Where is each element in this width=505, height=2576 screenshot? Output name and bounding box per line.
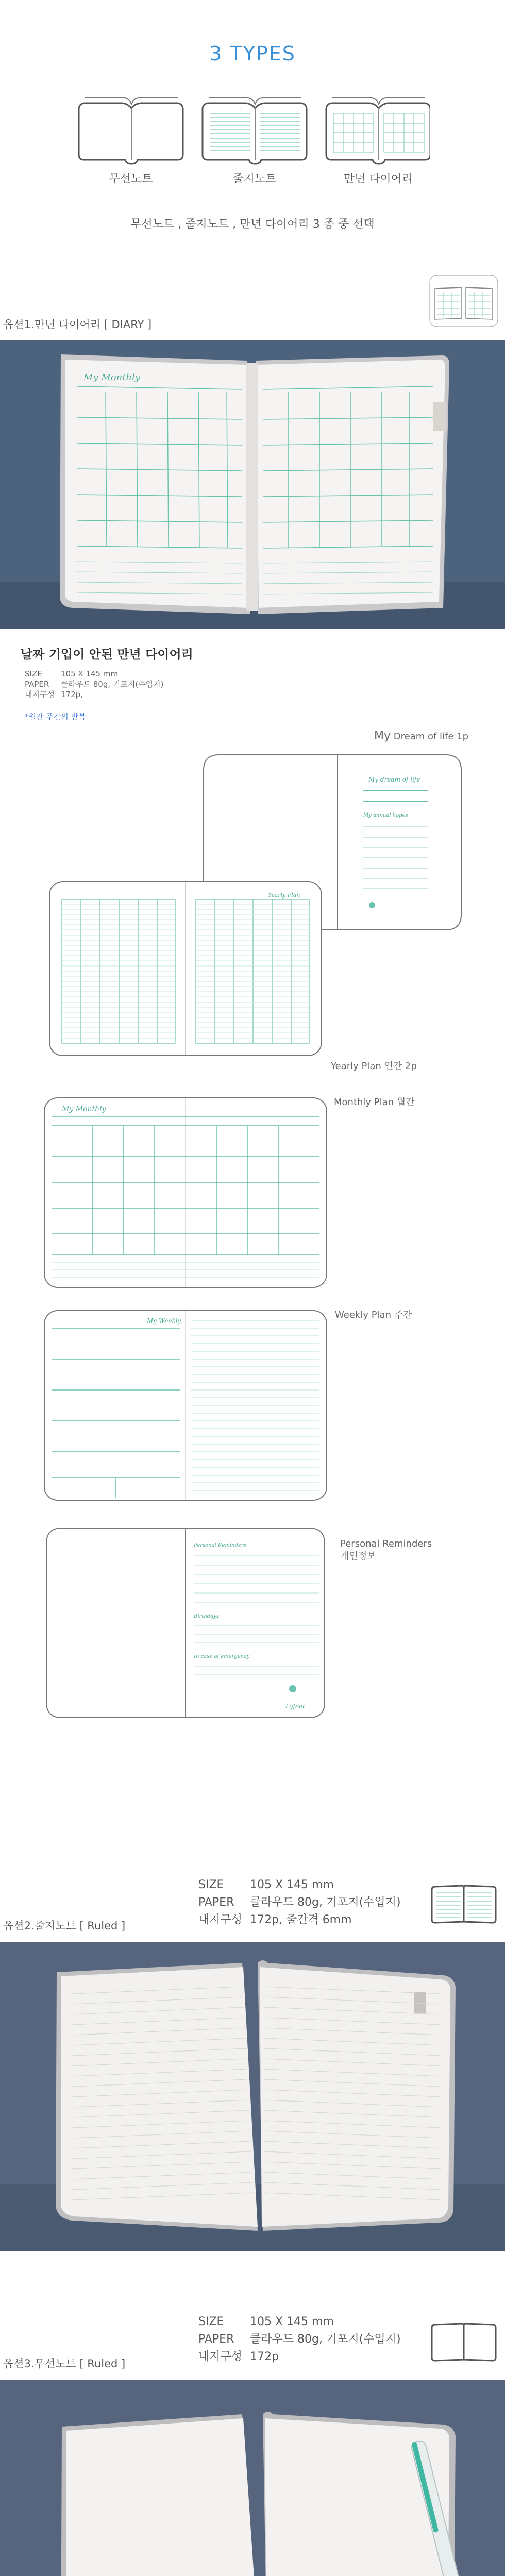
plan-label-reminders: Personal Reminders 개인정보 bbox=[340, 1538, 432, 1562]
diary-notebook-icon bbox=[326, 98, 430, 164]
option1-label: 옵션1.만년 다이어리 [ DIARY ] bbox=[3, 318, 152, 331]
plan-label-yearly: Yearly Plan 연간 2p bbox=[331, 1061, 417, 1072]
blank-notebook-photo bbox=[0, 2380, 505, 2576]
yearly-heading: Yearly Plan bbox=[268, 892, 300, 899]
reminders-heading: Personal Reminders bbox=[194, 1543, 246, 1548]
repeat-note: *월간 주간의 반복 bbox=[25, 712, 86, 721]
yearly-plan-page bbox=[46, 878, 325, 1059]
weekly-plan-page bbox=[41, 1308, 330, 1503]
product-title: 날짜 기입이 안된 만년 다이어리 bbox=[21, 647, 193, 662]
plan-label-dream: My Dream of life 1p bbox=[374, 730, 469, 742]
ruled-notebook-icon bbox=[203, 98, 307, 164]
monthly-heading: My Monthly bbox=[62, 1105, 106, 1113]
diary-open-photo bbox=[0, 340, 505, 629]
types-icons-row bbox=[75, 82, 430, 170]
type-label-ruled: 줄지노트 bbox=[232, 173, 277, 185]
spec-row: PAPER 클라우드 80g, 기포지(수입지) bbox=[198, 1896, 401, 1909]
blank-notebook-icon bbox=[428, 2313, 500, 2370]
brand-logo: Lyfeet bbox=[285, 1703, 306, 1710]
type-label-diary: 만년 다이어리 bbox=[343, 173, 413, 185]
monthly-plan-page bbox=[41, 1095, 330, 1291]
ruled-notebook-photo bbox=[0, 1942, 505, 2251]
option1-specs bbox=[25, 669, 164, 700]
spec-row: SIZE 105 X 145 mm bbox=[198, 2315, 334, 2328]
spec-row: 내지구성 172p bbox=[198, 2350, 279, 2363]
plan-label-monthly: Monthly Plan 월간 bbox=[334, 1097, 415, 1108]
spec-row: PAPER 클라우드 80g, 기포지(수입지) bbox=[25, 680, 164, 689]
option2-specs bbox=[198, 1876, 401, 1929]
personal-reminders-page bbox=[41, 1525, 330, 1721]
photo-monthly-heading: My Monthly bbox=[83, 372, 140, 383]
option3-label: 옵션3.무선노트 [ Ruled ] bbox=[3, 2358, 126, 2370]
birthdays-heading: Birthdays bbox=[194, 1614, 219, 1619]
annual-hopes-heading: My annual hopes bbox=[363, 812, 408, 818]
plan-label-weekly: Weekly Plan 주간 bbox=[335, 1310, 412, 1320]
blank-notebook-icon bbox=[79, 98, 183, 164]
emergency-heading: In case of emergency bbox=[194, 1654, 250, 1659]
option3-specs bbox=[198, 2313, 401, 2366]
types-subtitle: 무선노트 , 줄지노트 , 만년 다이어리 3 종 중 선택 bbox=[130, 218, 375, 231]
dream-heading: My dream of life bbox=[368, 776, 420, 783]
weekly-heading: My Weekly bbox=[147, 1317, 181, 1325]
spec-row: SIZE 105 X 145 mm bbox=[198, 1878, 334, 1891]
spec-row: PAPER 클라우드 80g, 기포지(수입지) bbox=[198, 2333, 401, 2346]
diary-notebook-icon bbox=[428, 273, 500, 330]
spec-row: 내지구성 172p, bbox=[25, 690, 83, 699]
spec-row: 내지구성 172p, 줄간격 6mm bbox=[198, 1913, 352, 1926]
type-label-blank: 무선노트 bbox=[109, 173, 153, 185]
spec-row: SIZE 105 X 145 mm bbox=[25, 669, 119, 679]
ruled-notebook-icon bbox=[428, 1875, 500, 1932]
option2-label: 옵션2.줄지노트 [ Ruled ] bbox=[3, 1920, 126, 1932]
page-title: 3 TYPES bbox=[209, 42, 296, 65]
